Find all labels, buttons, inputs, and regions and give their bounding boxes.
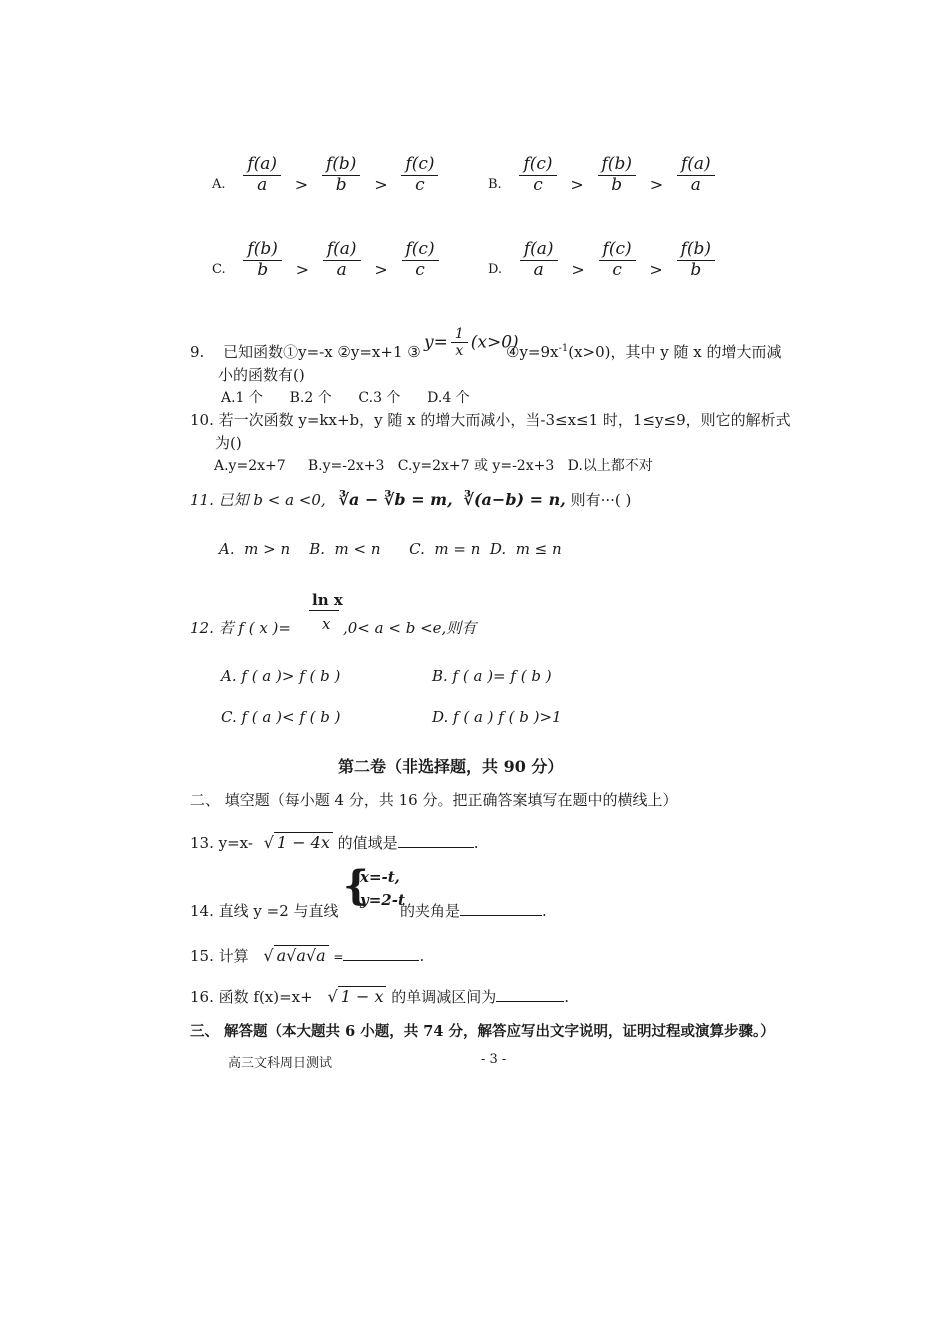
q10-line2: 为() [215, 434, 242, 452]
fraction: $\frac{f(b)}{b}$ [322, 155, 360, 195]
q14-sys-line2: y=2-t [360, 891, 405, 909]
q10-options: A.y=2x+7 B.y=-2x+3 C.y=2x+7 或 y=-2x+3 D.以上都不对 [214, 458, 653, 474]
radical: √ a√a√a [263, 946, 328, 965]
q9-tail: $④y=9x^{-1}(x>0)$，其中 y 随 x 的增大而减 [506, 343, 782, 361]
fraction: $\frac{f(a)}{a}$ [323, 240, 361, 280]
q12-tail: ,0< a < b <e,则有 [343, 619, 477, 637]
q15-line: 15. 计算 √ a√a√a = . [190, 946, 425, 965]
q11-line: 11. 已知 b < a <0, ∛a − ∛b = m, ∛(a−b) = n, 则有···( ) [190, 490, 632, 509]
q12-option-c: C. f ( a )< f ( b ) [221, 708, 341, 726]
q14-sys-line1: x=-t, [360, 868, 400, 886]
q11-expr2: ∛(a−b) = n, [463, 490, 566, 509]
q9-line1: 9. 已知函数①y=-x ②y=x+1 ③ [190, 343, 421, 361]
fraction: $\frac{f(c)}{c}$ [599, 240, 636, 280]
q8-option-a: A. $\frac{f(a)}{a}$ > $\frac{f(b)}{b}$ > $\frac{f(c)}{c}$ [212, 155, 441, 195]
q14-tail: 的夹角是 . [400, 902, 547, 920]
q12-option-a: A. f ( a )> f ( b ) [221, 667, 341, 685]
answer-blank [460, 915, 542, 916]
fraction: $\frac{f(c)}{c}$ [519, 155, 556, 195]
q12-lead: 12. 若 f ( x )= [190, 619, 291, 637]
fraction: $\frac{f(a)}{a}$ [520, 240, 558, 280]
radical: √ 1 − 4x [264, 833, 333, 852]
q9-options: A.1 个 B.2 个 C.3 个 D.4 个 [221, 390, 470, 406]
q12-frac-den: x [322, 615, 331, 633]
fraction: $\frac{f(b)}{b}$ [598, 155, 636, 195]
q10-line1: 10. 若一次函数 y=kx+b，y 随 x 的增大而减小，当-3≤x≤1 时，1≤y≤9，则它的解析式 [190, 411, 791, 429]
q8-option-d: D. $\frac{f(a)}{a}$ > $\frac{f(c)}{c}$ > $\frac{f(b)}{b}$ [488, 240, 718, 280]
radical: √ 1 − x [327, 987, 386, 1006]
section-title: 第二卷（非选择题，共 90 分） [338, 757, 564, 776]
fraction: $\frac{f(c)}{c}$ [402, 240, 439, 280]
q12-frac-bar [309, 610, 339, 611]
q12-option-b: B. f ( a )= f ( b ) [432, 667, 552, 685]
fill-in-heading: 二、 填空题（每小题 4 分，共 16 分。把正确答案填写在题中的横线上） [190, 791, 678, 809]
answer-blank [343, 960, 419, 961]
fraction: $\frac{f(a)}{a}$ [677, 155, 715, 195]
fraction: $\frac{f(c)}{c}$ [401, 155, 438, 195]
answer-blank [398, 847, 474, 848]
q13-line: 13. y=x- √ 1 − 4x 的值域是 . [190, 833, 479, 852]
q9-line2: 小的函数有() [218, 366, 305, 384]
fraction: $\frac{f(b)}{b}$ [677, 240, 715, 280]
q14-lead: 14. 直线 y =2 与直线 [190, 902, 339, 920]
answer-heading: 三、 解答题（本大题共 6 小题，共 74 分，解答应写出文字说明，证明过程或演算步骤。） [190, 1023, 775, 1040]
q9-equation: y= $\frac{1}{x}$ (x>0) [424, 326, 519, 360]
q16-line: 16. 函数 f(x)=x+ √ 1 − x 的单调减区间为 . [190, 987, 570, 1006]
fraction: $\frac{f(b)}{b}$ [243, 240, 281, 280]
q12-frac-num: ln x [312, 591, 343, 609]
q8-option-b: B. $\frac{f(c)}{c}$ > $\frac{f(b)}{b}$ > $\frac{f(a)}{a}$ [488, 155, 718, 195]
footer-title: 高三文科周日测试 [228, 1056, 333, 1071]
fraction: $\frac{f(a)}{a}$ [243, 155, 281, 195]
q8-option-c: C. $\frac{f(b)}{b}$ > $\frac{f(a)}{a}$ > $\frac{f(c)}{c}$ [212, 240, 442, 280]
q12-option-d: D. f ( a ) f ( b )>1 [432, 708, 562, 726]
answer-blank [496, 1001, 564, 1002]
fraction: $\frac{1}{x}$ [451, 326, 468, 359]
brace-icon: { [343, 862, 369, 909]
page-number: - 3 - [481, 1052, 507, 1067]
q11-options: A. m > n B. m < n C. m = n D. m ≤ n [219, 540, 562, 558]
q11-expr1: ∛a − ∛b = m, [338, 490, 453, 509]
